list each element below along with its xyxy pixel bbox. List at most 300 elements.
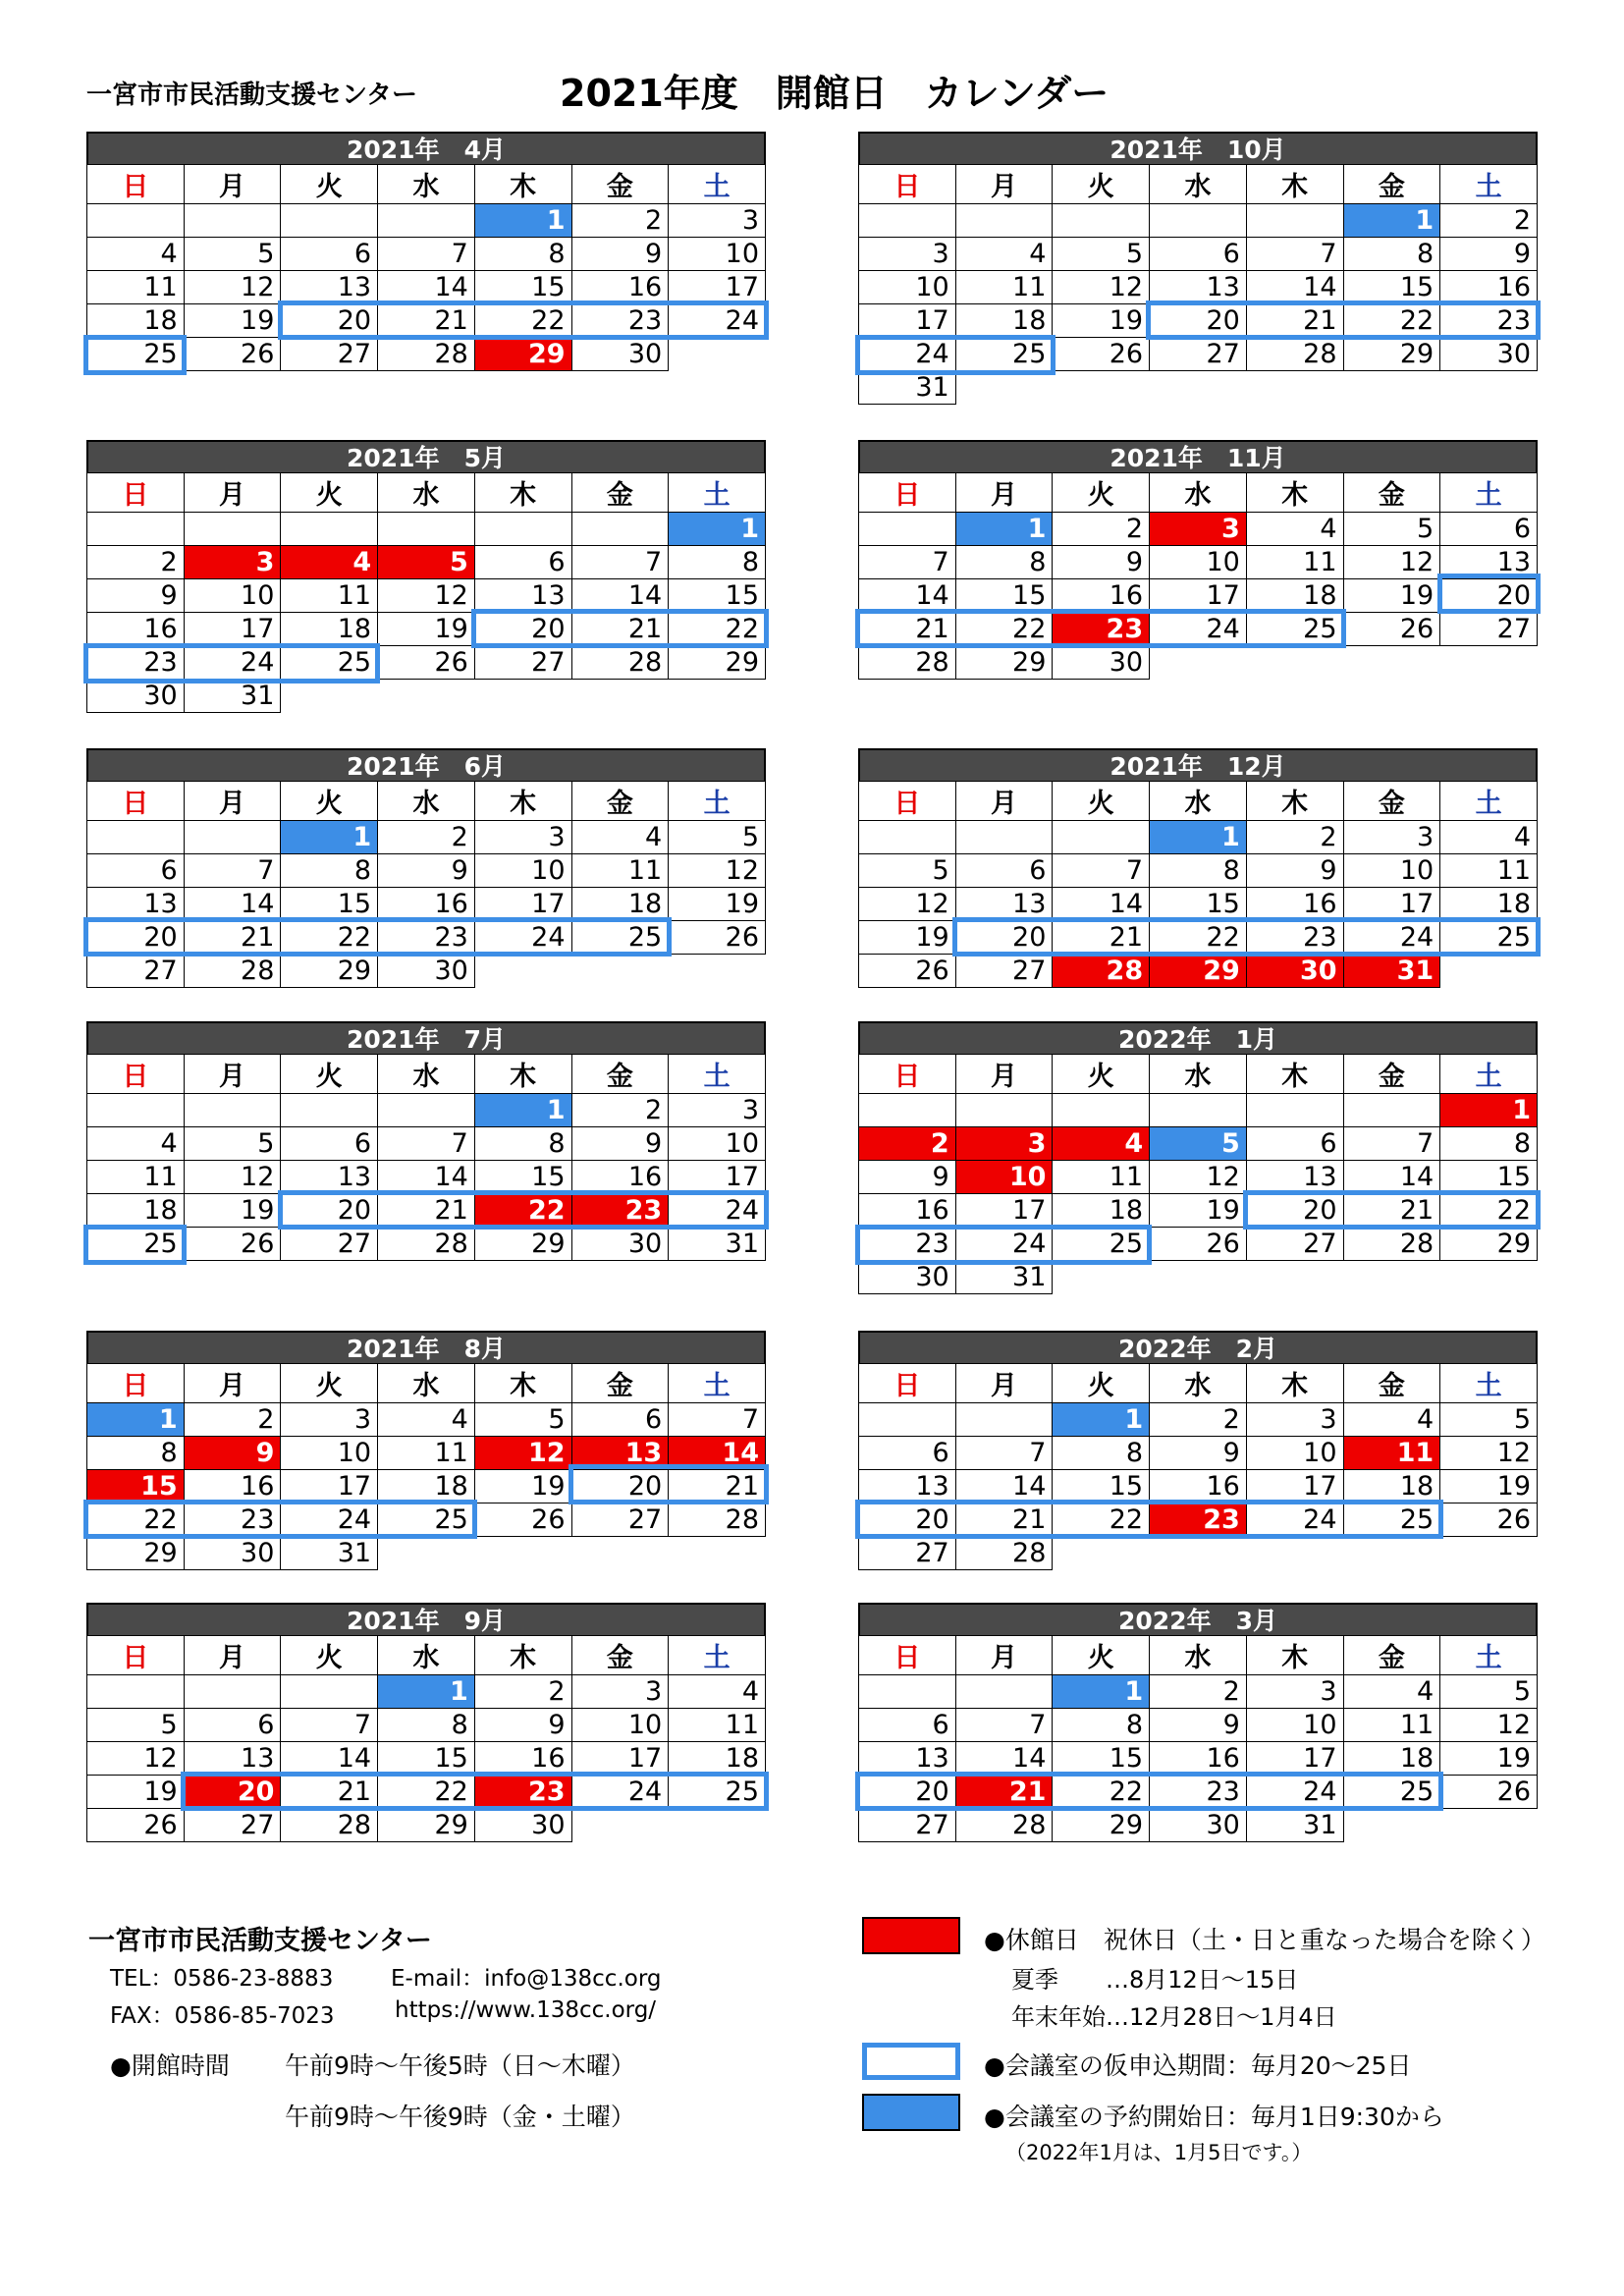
day-cell: 24 (669, 304, 766, 338)
day-cell: 30 (571, 1228, 669, 1261)
day-cell: 30 (1150, 1809, 1247, 1842)
day-cell: 20 (281, 1194, 378, 1228)
day-cell: 4 (87, 238, 185, 271)
day-cell: 4 (955, 238, 1053, 271)
day-cell-blank (87, 513, 185, 546)
month-calendar (86, 132, 766, 371)
day-cell: 18 (281, 613, 378, 646)
day-cell: 24 (669, 1194, 766, 1228)
weekday-header: 日 (87, 782, 185, 821)
day-cell: 10 (1150, 546, 1247, 579)
day-cell: 28 (1343, 1228, 1440, 1261)
day-cell: 9 (184, 1437, 281, 1470)
footer-email[interactable]: E-mail：info@138cc.org (391, 1966, 662, 1992)
day-cell: 27 (571, 1503, 669, 1537)
day-cell-empty (1053, 1261, 1150, 1294)
day-cell: 1 (1440, 1094, 1538, 1127)
day-cell: 9 (1150, 1709, 1247, 1742)
day-cell: 10 (1343, 854, 1440, 888)
day-cell: 14 (281, 1742, 378, 1776)
day-cell: 18 (571, 888, 669, 921)
day-cell: 4 (1440, 821, 1538, 854)
day-cell-blank (859, 1403, 956, 1437)
day-cell: 11 (378, 1437, 475, 1470)
day-cell-empty (1440, 955, 1538, 988)
day-cell: 11 (1343, 1437, 1440, 1470)
day-cell: 17 (669, 271, 766, 304)
day-cell-empty (1246, 646, 1343, 680)
day-cell: 23 (1150, 1503, 1247, 1537)
legend-provisional: ●会議室の仮申込期間：毎月20～25日 (984, 2051, 1412, 2080)
weekday-header: 木 (474, 1055, 571, 1094)
month-calendar (86, 440, 766, 713)
day-cell: 12 (1053, 271, 1150, 304)
day-cell-empty (571, 1537, 669, 1570)
day-cell: 28 (378, 338, 475, 371)
day-cell: 19 (184, 304, 281, 338)
day-cell: 28 (955, 1809, 1053, 1842)
day-cell: 30 (87, 680, 185, 713)
day-cell: 22 (1440, 1194, 1538, 1228)
day-cell: 1 (1150, 821, 1247, 854)
day-cell: 26 (1343, 613, 1440, 646)
day-cell: 27 (1246, 1228, 1343, 1261)
day-cell: 18 (1246, 579, 1343, 613)
day-cell: 8 (281, 854, 378, 888)
day-cell: 5 (1343, 513, 1440, 546)
day-cell: 1 (1343, 204, 1440, 238)
day-cell: 4 (1053, 1127, 1150, 1161)
month-calendar (858, 132, 1538, 405)
day-cell: 12 (378, 579, 475, 613)
day-cell: 16 (87, 613, 185, 646)
weekday-header: 水 (1150, 165, 1247, 204)
day-cell: 23 (378, 921, 475, 955)
day-cell: 4 (669, 1675, 766, 1709)
weekday-header: 水 (378, 473, 475, 513)
day-cell: 21 (1053, 921, 1150, 955)
weekday-header: 火 (281, 1055, 378, 1094)
day-cell: 21 (184, 921, 281, 955)
day-cell: 27 (1440, 613, 1538, 646)
day-cell-empty (474, 955, 571, 988)
day-cell-blank (1246, 204, 1343, 238)
day-cell: 31 (1246, 1809, 1343, 1842)
day-cell: 14 (1343, 1161, 1440, 1194)
day-cell: 12 (474, 1437, 571, 1470)
weekday-header: 火 (281, 1636, 378, 1675)
legend-summer: 夏季 …8月12日～15日 (1011, 1966, 1299, 1994)
day-cell-blank (859, 1675, 956, 1709)
day-cell: 26 (859, 955, 956, 988)
day-cell: 30 (1440, 338, 1538, 371)
day-cell: 20 (859, 1503, 956, 1537)
day-cell: 29 (955, 646, 1053, 680)
day-cell: 17 (474, 888, 571, 921)
day-cell: 18 (1053, 1194, 1150, 1228)
day-cell: 29 (378, 1809, 475, 1842)
day-cell: 29 (1053, 1809, 1150, 1842)
day-cell: 23 (474, 1776, 571, 1809)
day-cell-empty (1343, 1261, 1440, 1294)
weekday-header: 木 (1246, 1364, 1343, 1403)
day-cell: 2 (1440, 204, 1538, 238)
month-calendar (858, 748, 1538, 988)
day-cell: 24 (859, 338, 956, 371)
day-cell-empty (281, 680, 378, 713)
day-cell: 25 (1343, 1776, 1440, 1809)
weekday-header: 土 (1440, 473, 1538, 513)
day-cell: 28 (378, 1228, 475, 1261)
weekday-header: 月 (184, 1636, 281, 1675)
day-cell: 22 (669, 613, 766, 646)
day-cell: 17 (669, 1161, 766, 1194)
day-cell: 3 (669, 1094, 766, 1127)
day-cell: 10 (571, 1709, 669, 1742)
day-cell: 19 (474, 1470, 571, 1503)
day-cell: 26 (1053, 338, 1150, 371)
day-cell: 1 (1053, 1403, 1150, 1437)
day-cell: 1 (474, 204, 571, 238)
weekday-header: 日 (87, 473, 185, 513)
day-cell: 19 (1440, 1470, 1538, 1503)
month-calendar (858, 1603, 1538, 1842)
day-cell-blank (184, 1675, 281, 1709)
day-cell: 20 (87, 921, 185, 955)
day-cell: 3 (669, 204, 766, 238)
weekday-header: 火 (1053, 782, 1150, 821)
footer-url[interactable]: https://www.138cc.org/ (395, 1997, 657, 2023)
weekday-header: 日 (87, 165, 185, 204)
day-cell: 18 (955, 304, 1053, 338)
day-cell: 16 (1440, 271, 1538, 304)
day-cell: 9 (1440, 238, 1538, 271)
day-cell: 5 (87, 1709, 185, 1742)
day-cell: 27 (184, 1809, 281, 1842)
month-calendar (86, 1021, 766, 1261)
day-cell: 1 (378, 1675, 475, 1709)
month-calendar (86, 1603, 766, 1842)
weekday-header: 金 (571, 165, 669, 204)
weekday-header: 日 (859, 473, 956, 513)
legend-closed-swatch (862, 1917, 960, 1954)
day-cell: 15 (669, 579, 766, 613)
day-cell: 16 (474, 1742, 571, 1776)
day-cell: 18 (378, 1470, 475, 1503)
day-cell: 19 (1343, 579, 1440, 613)
hours-weekday: 午前9時～午後5時（日～木曜） (285, 2051, 635, 2080)
day-cell-empty (1440, 1809, 1538, 1842)
day-cell: 29 (87, 1537, 185, 1570)
day-cell: 4 (571, 821, 669, 854)
day-cell: 26 (1150, 1228, 1247, 1261)
day-cell-blank (1053, 1094, 1150, 1127)
day-cell: 30 (859, 1261, 956, 1294)
month-title: 2021年 4月 (86, 132, 766, 164)
day-cell: 7 (281, 1709, 378, 1742)
weekday-header: 月 (184, 782, 281, 821)
day-cell: 10 (1246, 1709, 1343, 1742)
weekday-header: 木 (474, 473, 571, 513)
day-cell: 22 (955, 613, 1053, 646)
day-cell: 12 (87, 1742, 185, 1776)
day-cell: 3 (281, 1403, 378, 1437)
day-cell-empty (669, 1537, 766, 1570)
weekday-header: 月 (955, 1364, 1053, 1403)
day-cell: 23 (571, 304, 669, 338)
day-cell: 10 (955, 1161, 1053, 1194)
month-title: 2022年 2月 (858, 1331, 1538, 1363)
day-cell: 11 (1343, 1709, 1440, 1742)
weekday-header: 日 (87, 1055, 185, 1094)
day-cell: 15 (474, 1161, 571, 1194)
weekday-header: 水 (378, 1636, 475, 1675)
day-cell: 9 (1246, 854, 1343, 888)
weekday-header: 土 (669, 1055, 766, 1094)
weekday-header: 木 (1246, 473, 1343, 513)
day-cell-empty (1343, 1537, 1440, 1570)
day-cell-empty (474, 680, 571, 713)
weekday-header: 金 (1343, 1364, 1440, 1403)
day-cell: 5 (184, 238, 281, 271)
day-cell: 18 (87, 304, 185, 338)
day-cell-blank (1053, 204, 1150, 238)
day-cell: 27 (474, 646, 571, 680)
legend-reservation-swatch (862, 2094, 960, 2131)
weekday-header: 月 (955, 473, 1053, 513)
day-cell: 26 (474, 1503, 571, 1537)
weekday-header: 火 (281, 165, 378, 204)
day-cell: 2 (87, 546, 185, 579)
day-cell: 25 (281, 646, 378, 680)
day-cell-empty (1440, 646, 1538, 680)
day-cell: 24 (1343, 921, 1440, 955)
day-cell: 7 (955, 1437, 1053, 1470)
weekday-header: 金 (1343, 782, 1440, 821)
day-cell: 6 (955, 854, 1053, 888)
day-cell: 2 (1150, 1675, 1247, 1709)
day-cell: 25 (87, 338, 185, 371)
day-cell: 10 (1246, 1437, 1343, 1470)
day-cell: 12 (1150, 1161, 1247, 1194)
day-cell: 27 (281, 338, 378, 371)
weekday-header: 木 (1246, 165, 1343, 204)
day-cell: 23 (87, 646, 185, 680)
day-cell-empty (1053, 371, 1150, 405)
day-cell: 9 (1053, 546, 1150, 579)
day-cell: 14 (859, 579, 956, 613)
day-cell: 4 (1343, 1403, 1440, 1437)
day-cell: 24 (1150, 613, 1247, 646)
day-cell: 6 (1440, 513, 1538, 546)
month-title: 2021年 6月 (86, 748, 766, 781)
day-cell: 13 (474, 579, 571, 613)
day-cell: 3 (1343, 821, 1440, 854)
day-cell: 20 (955, 921, 1053, 955)
day-cell: 10 (474, 854, 571, 888)
day-cell: 1 (1053, 1675, 1150, 1709)
weekday-header: 水 (378, 1364, 475, 1403)
day-cell: 11 (571, 854, 669, 888)
day-cell: 8 (474, 238, 571, 271)
day-cell-empty (669, 1809, 766, 1842)
day-cell: 22 (474, 1194, 571, 1228)
day-cell-empty (1440, 1261, 1538, 1294)
day-cell: 31 (1343, 955, 1440, 988)
footer-fax: FAX：0586-85-7023 (110, 2003, 335, 2029)
day-cell: 20 (184, 1776, 281, 1809)
day-cell: 20 (281, 304, 378, 338)
day-cell: 17 (955, 1194, 1053, 1228)
month-title: 2022年 3月 (858, 1603, 1538, 1635)
weekday-header: 月 (955, 165, 1053, 204)
day-cell: 30 (378, 955, 475, 988)
day-cell: 19 (1440, 1742, 1538, 1776)
footer-org-name: 一宮市市民活動支援センター (88, 1926, 432, 1956)
day-cell: 16 (859, 1194, 956, 1228)
day-cell: 10 (281, 1437, 378, 1470)
day-cell: 3 (1246, 1675, 1343, 1709)
weekday-header: 水 (378, 782, 475, 821)
day-cell: 29 (474, 1228, 571, 1261)
weekday-header: 水 (1150, 782, 1247, 821)
weekday-header: 土 (669, 473, 766, 513)
weekday-header: 金 (1343, 165, 1440, 204)
day-cell: 19 (87, 1776, 185, 1809)
day-cell: 16 (1150, 1470, 1247, 1503)
day-cell: 22 (1150, 921, 1247, 955)
day-cell: 29 (1440, 1228, 1538, 1261)
day-cell: 15 (955, 579, 1053, 613)
hours-weekend: 午前9時～午後9時（金・土曜） (285, 2103, 635, 2131)
day-cell: 2 (474, 1675, 571, 1709)
day-cell: 12 (669, 854, 766, 888)
day-cell-empty (474, 1537, 571, 1570)
day-cell: 3 (184, 546, 281, 579)
day-cell: 4 (281, 546, 378, 579)
day-cell: 23 (1440, 304, 1538, 338)
month-calendar (858, 440, 1538, 680)
day-cell: 7 (571, 546, 669, 579)
day-cell: 5 (1440, 1403, 1538, 1437)
day-cell: 15 (1053, 1742, 1150, 1776)
day-cell: 27 (281, 1228, 378, 1261)
day-cell: 12 (859, 888, 956, 921)
day-cell-empty (1150, 371, 1247, 405)
day-cell-blank (281, 513, 378, 546)
day-cell: 2 (184, 1403, 281, 1437)
weekday-header: 日 (87, 1636, 185, 1675)
day-cell: 8 (474, 1127, 571, 1161)
weekday-header: 金 (571, 782, 669, 821)
day-cell: 29 (1343, 338, 1440, 371)
day-cell: 5 (1150, 1127, 1247, 1161)
day-cell: 14 (378, 271, 475, 304)
day-cell: 27 (859, 1537, 956, 1570)
month-calendar (86, 1331, 766, 1570)
day-cell: 8 (1150, 854, 1247, 888)
day-cell: 26 (87, 1809, 185, 1842)
day-cell-blank (859, 513, 956, 546)
day-cell: 10 (184, 579, 281, 613)
day-cell: 5 (378, 546, 475, 579)
weekday-header: 金 (1343, 1055, 1440, 1094)
day-cell-blank (87, 1675, 185, 1709)
day-cell: 26 (378, 646, 475, 680)
day-cell: 28 (1053, 955, 1150, 988)
day-cell: 15 (474, 271, 571, 304)
day-cell: 13 (281, 271, 378, 304)
day-cell-empty (1053, 1537, 1150, 1570)
day-cell-blank (955, 821, 1053, 854)
month-title: 2021年 5月 (86, 440, 766, 472)
day-cell-blank (955, 1403, 1053, 1437)
day-cell: 9 (571, 1127, 669, 1161)
month-title: 2022年 1月 (858, 1021, 1538, 1054)
day-cell-blank (184, 1094, 281, 1127)
weekday-header: 土 (669, 1636, 766, 1675)
day-cell: 2 (571, 204, 669, 238)
day-cell: 7 (378, 238, 475, 271)
day-cell: 18 (1440, 888, 1538, 921)
day-cell: 20 (474, 613, 571, 646)
month-title: 2021年 7月 (86, 1021, 766, 1054)
day-cell-blank (1246, 1094, 1343, 1127)
day-cell: 16 (1053, 579, 1150, 613)
day-cell-blank (87, 204, 185, 238)
weekday-header: 木 (474, 1636, 571, 1675)
day-cell-empty (1150, 646, 1247, 680)
weekday-header: 木 (474, 782, 571, 821)
weekday-header: 月 (955, 782, 1053, 821)
day-cell: 16 (1150, 1742, 1247, 1776)
day-cell: 9 (571, 238, 669, 271)
day-cell: 21 (955, 1776, 1053, 1809)
day-cell-empty (571, 955, 669, 988)
day-cell: 24 (281, 1503, 378, 1537)
weekday-header: 木 (1246, 782, 1343, 821)
day-cell: 31 (669, 1228, 766, 1261)
weekday-header: 土 (1440, 1055, 1538, 1094)
day-cell: 25 (378, 1503, 475, 1537)
day-cell: 3 (1246, 1403, 1343, 1437)
day-cell: 28 (955, 1537, 1053, 1570)
day-cell: 21 (378, 304, 475, 338)
day-cell: 6 (859, 1437, 956, 1470)
day-cell-empty (1343, 646, 1440, 680)
day-cell: 18 (87, 1194, 185, 1228)
weekday-header: 土 (1440, 1636, 1538, 1675)
day-cell: 25 (1343, 1503, 1440, 1537)
day-cell: 23 (184, 1503, 281, 1537)
day-cell: 6 (184, 1709, 281, 1742)
day-cell: 1 (474, 1094, 571, 1127)
day-cell: 12 (184, 1161, 281, 1194)
weekday-header: 土 (669, 1364, 766, 1403)
day-cell: 3 (571, 1675, 669, 1709)
day-cell: 14 (184, 888, 281, 921)
day-cell: 24 (571, 1776, 669, 1809)
day-cell-blank (378, 513, 475, 546)
day-cell: 13 (571, 1437, 669, 1470)
day-cell: 21 (955, 1503, 1053, 1537)
weekday-header: 土 (1440, 1364, 1538, 1403)
legend-provisional-swatch (862, 2043, 960, 2080)
day-cell: 24 (1246, 1776, 1343, 1809)
day-cell: 11 (955, 271, 1053, 304)
day-cell: 18 (1343, 1470, 1440, 1503)
day-cell: 11 (87, 1161, 185, 1194)
